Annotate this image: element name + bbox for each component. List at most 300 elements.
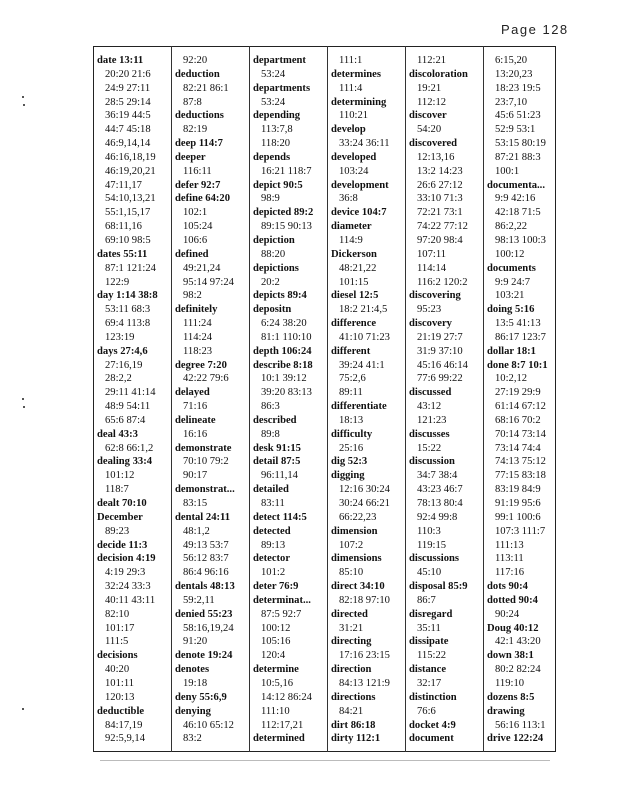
index-entry-term: diameter <box>331 221 372 233</box>
index-entry-term: dealing 33:4 <box>97 456 153 468</box>
index-entry-refs: 53:15 80:19 <box>495 138 546 150</box>
index-entry-term: directions <box>331 691 376 703</box>
index-entry-term: depict 90:5 <box>253 179 303 191</box>
index-entry-refs: 101:11 <box>105 677 135 689</box>
index-entry-refs: 119:15 <box>417 539 447 551</box>
index-entry-refs: 27:19 29:9 <box>495 387 541 399</box>
index-entry-term: determines <box>331 68 382 80</box>
index-entry-refs: 31:9 37:10 <box>417 345 463 357</box>
index-entry-refs: 39:20 83:13 <box>261 387 312 399</box>
index-entry-refs: 6:15,20 <box>495 55 528 66</box>
index-entry-refs: 84:17,19 <box>105 719 143 731</box>
index-entry-refs: 118:20 <box>261 138 291 150</box>
index-entry-term: dimension <box>331 525 378 537</box>
index-entry-refs: 120:13 <box>105 691 135 703</box>
index-entry-term: denote 19:24 <box>175 650 233 662</box>
index-entry-refs: 105:16 <box>261 636 291 648</box>
index-entry-term: defer 92:7 <box>175 179 221 191</box>
index-entry-refs: 97:20 98:4 <box>417 234 463 246</box>
index-entry-refs: 45:6 51:23 <box>495 110 541 122</box>
index-entry-refs: 91:20 <box>183 636 208 648</box>
index-entry-refs: 32:17 <box>417 677 442 689</box>
index-entry-refs: 33:24 36:11 <box>339 138 390 150</box>
index-entry-refs: 83:15 <box>183 498 208 509</box>
index-entry-refs: 111:10 <box>261 705 290 717</box>
index-entry-refs: 100:1 <box>495 165 520 177</box>
index-entry-refs: 112:21 <box>417 55 447 66</box>
index-entry-term: detail 87:5 <box>253 456 301 468</box>
index-entry-term: detailed <box>253 484 289 496</box>
index-entry-refs: 13:5 41:13 <box>495 318 541 330</box>
index-entry-term: department <box>253 55 306 66</box>
index-entry-term: dirty 112:1 <box>331 733 381 745</box>
index-entry-term: date 13:11 <box>97 55 144 66</box>
index-entry-refs: 99:1 100:6 <box>495 511 541 523</box>
index-entry-refs: 32:24 33:3 <box>105 581 151 593</box>
index-entry-refs: 113:7,8 <box>261 124 293 136</box>
index-entry-refs: 21:19 27:7 <box>417 331 463 343</box>
scan-edge-line <box>100 760 550 761</box>
column-divider <box>171 46 172 752</box>
index-entry-term: disregard <box>409 608 453 620</box>
index-entry-refs: 56:16 113:1 <box>495 719 546 731</box>
index-entry-refs: 74:13 75:12 <box>495 456 546 468</box>
index-entry-term: deduction <box>175 68 220 80</box>
index-entry-refs: 115:22 <box>417 650 447 662</box>
index-entry-refs: 95:14 97:24 <box>183 276 234 288</box>
index-entry-refs: 98:13 100:3 <box>495 234 546 246</box>
index-entry-refs: 39:24 41:1 <box>339 359 385 371</box>
index-entry-term: direct 34:10 <box>331 581 385 593</box>
index-entry-refs: 80:2 82:24 <box>495 664 541 676</box>
index-entry-refs: 98:9 <box>261 193 280 205</box>
index-entry-refs: 114:24 <box>183 331 213 343</box>
index-entry-refs: 43:12 <box>417 401 442 413</box>
index-entry-refs: 107:2 <box>339 539 364 551</box>
index-column-6 <box>487 54 548 746</box>
index-entry-refs: 33:10 71:3 <box>417 193 463 205</box>
index-entry-refs: 16:16 <box>183 428 208 440</box>
index-entry-term: depicts 89:4 <box>253 290 307 302</box>
index-entry-term: detector <box>253 553 291 565</box>
index-entry-refs: 86:4 96:16 <box>183 567 229 579</box>
index-entry-refs: 88:20 <box>261 248 286 260</box>
index-entry-refs: 117:16 <box>495 567 525 579</box>
index-entry-refs: 111:4 <box>339 82 363 94</box>
index-entry-term: define 64:20 <box>175 193 231 205</box>
index-entry-refs: 52:9 53:1 <box>495 124 536 136</box>
index-entry-term: defined <box>175 248 209 260</box>
index-entry-term: depth 106:24 <box>253 345 312 357</box>
index-entry-term: decision 4:19 <box>97 553 156 565</box>
index-entry-refs: 47:11,17 <box>105 179 142 191</box>
index-entry-refs: 49:21,24 <box>183 262 221 274</box>
index-entry-refs: 118:7 <box>105 484 129 496</box>
index-entry-refs: 40:11 43:11 <box>105 594 156 606</box>
index-entry-term: deductible <box>97 705 145 717</box>
index-entry-refs: 75:2,6 <box>339 373 366 385</box>
index-entry-refs: 73:14 74:4 <box>495 442 541 454</box>
index-entry-refs: 90:17 <box>183 470 208 482</box>
index-entry-refs: 55:1,15,17 <box>105 207 151 219</box>
index-entry-refs: 106:6 <box>183 234 208 246</box>
index-entry-term: day 1:14 38:8 <box>97 290 158 302</box>
index-entry-term: doing 5:16 <box>487 304 535 316</box>
index-entry-refs: 30:24 66:21 <box>339 498 390 509</box>
index-entry-refs: 114:9 <box>339 234 363 246</box>
index-entry-term: dollar 18:1 <box>487 345 536 357</box>
index-entry-term: dozens 8:5 <box>487 691 535 703</box>
index-entry-refs: 6:24 38:20 <box>261 318 307 330</box>
index-entry-term: delayed <box>175 387 210 399</box>
index-entry-term: depending <box>253 110 301 122</box>
index-entry-refs: 114:14 <box>417 262 447 274</box>
index-entry-refs: 41:10 71:23 <box>339 331 390 343</box>
index-entry-term: denied 55:23 <box>175 608 233 620</box>
page-number: Page 128 <box>501 22 569 37</box>
index-entry-term: dots 90:4 <box>487 581 528 593</box>
index-entry-refs: 28:2,2 <box>105 373 132 385</box>
index-entry-refs: 15:22 <box>417 442 442 454</box>
index-entry-term: down 38:1 <box>487 650 534 662</box>
index-entry-refs: 112:12 <box>417 96 447 108</box>
index-entry-refs: 74:22 77:12 <box>417 221 468 233</box>
index-entry-refs: 25:16 <box>339 442 364 454</box>
index-entry-refs: 19:18 <box>183 677 208 689</box>
index-entry-refs: 82:19 <box>183 124 208 136</box>
index-entry-refs: 44:7 45:18 <box>105 124 151 136</box>
index-entry-refs: 107:3 111:7 <box>495 525 546 537</box>
index-entry-refs: 85:10 <box>339 567 364 579</box>
index-entry-term: deeper <box>175 151 206 163</box>
index-entry-refs: 101:12 <box>105 470 135 482</box>
index-entry-refs: 113:11 <box>495 553 524 565</box>
index-entry-term: days 27:4,6 <box>97 345 148 357</box>
index-entry-refs: 31:21 <box>339 622 364 634</box>
index-entry-refs: 14:12 86:24 <box>261 691 312 703</box>
column-divider <box>249 46 250 752</box>
index-entry-term: device 104:7 <box>331 207 387 219</box>
index-entry-refs: 18:2 21:4,5 <box>339 304 388 316</box>
index-entry-refs: 102:1 <box>183 207 208 219</box>
index-entry-refs: 59:2,11 <box>183 594 215 606</box>
index-entry-term: describe 8:18 <box>253 359 313 371</box>
index-entry-term: degree 7:20 <box>175 359 227 371</box>
index-entry-term: directed <box>331 608 368 620</box>
index-entry-term: determined <box>253 733 305 745</box>
index-entry-refs: 84:13 121:9 <box>339 677 390 689</box>
index-entry-term: determinat... <box>253 594 311 606</box>
index-entry-refs: 111:1 <box>339 55 363 66</box>
index-entry-term: depends <box>253 151 291 163</box>
index-entry-term: discovering <box>409 290 461 302</box>
index-entry-refs: 36:19 44:5 <box>105 110 151 122</box>
index-entry-refs: 121:23 <box>417 414 447 426</box>
index-entry-refs: 82:18 97:10 <box>339 594 390 606</box>
index-entry-refs: 101:15 <box>339 276 369 288</box>
scan-speck <box>23 104 25 106</box>
index-entry-refs: 107:11 <box>417 248 447 260</box>
index-entry-refs: 40:20 <box>105 664 130 676</box>
index-entry-refs: 45:10 <box>417 567 442 579</box>
index-entry-term: discusses <box>409 428 450 440</box>
index-entry-refs: 48:1,2 <box>183 525 210 537</box>
index-column-1 <box>97 54 158 746</box>
index-entry-term: development <box>331 179 389 191</box>
index-entry-term: document <box>409 733 454 745</box>
index-entry-term: depicted 89:2 <box>253 207 314 219</box>
index-entry-refs: 76:6 <box>417 705 436 717</box>
index-entry-refs: 92:5,9,14 <box>105 733 146 745</box>
index-entry-term: diesel 12:5 <box>331 290 379 302</box>
index-entry-term: docket 4:9 <box>409 719 456 731</box>
index-entry-term: depositn <box>253 304 292 316</box>
index-entry-refs: 42:18 71:5 <box>495 207 541 219</box>
index-entry-refs: 78:13 80:4 <box>417 498 463 509</box>
index-entry-term: deductions <box>175 110 224 122</box>
index-entry-refs: 65:6 87:4 <box>105 414 146 426</box>
index-entry-term: drive 122:24 <box>487 733 544 745</box>
index-entry-refs: 89:11 <box>339 387 363 399</box>
index-entry-refs: 27:16,19 <box>105 359 143 371</box>
index-column-3 <box>253 54 313 746</box>
index-entry-refs: 116:11 <box>183 165 212 177</box>
index-entry-refs: 123:19 <box>105 331 135 343</box>
index-entry-term: dirt 86:18 <box>331 719 376 731</box>
index-entry-term: desk 91:15 <box>253 442 301 454</box>
index-entry-refs: 103:21 <box>495 290 525 302</box>
index-entry-refs: 100:12 <box>261 622 291 634</box>
column-divider <box>405 46 406 752</box>
index-entry-term: difference <box>331 318 377 330</box>
scan-speck <box>22 398 24 400</box>
index-entry-refs: 83:11 <box>261 498 285 509</box>
index-entry-term: discussed <box>409 387 452 399</box>
index-entry-term: decisions <box>97 650 138 662</box>
scan-speck <box>22 708 24 710</box>
index-entry-term: different <box>331 345 371 357</box>
index-entry-term: drawing <box>487 705 525 717</box>
index-entry-term: disposal 85:9 <box>409 581 468 593</box>
index-entry-refs: 53:24 <box>261 96 286 108</box>
index-entry-term: deter 76:9 <box>253 581 299 593</box>
index-entry-refs: 69:4 113:8 <box>105 318 151 330</box>
index-entry-term: dig 52:3 <box>331 456 368 468</box>
column-divider <box>483 46 484 752</box>
index-entry-refs: 81:1 110:10 <box>261 331 312 343</box>
index-entry-term: done 8:7 10:1 <box>487 359 548 371</box>
index-entry-refs: 18:13 <box>339 414 364 426</box>
index-entry-refs: 111:13 <box>495 539 524 551</box>
index-entry-term: definitely <box>175 304 218 316</box>
index-entry-refs: 23:7,10 <box>495 96 528 108</box>
index-entry-refs: 56:12 83:7 <box>183 553 229 565</box>
index-entry-refs: 62:8 66:1,2 <box>105 442 154 454</box>
index-entry-refs: 13:20,23 <box>495 68 533 80</box>
index-entry-term: depictions <box>253 262 299 274</box>
index-entry-refs: 54:10,13,21 <box>105 193 156 205</box>
index-entry-refs: 28:5 29:14 <box>105 96 151 108</box>
index-entry-refs: 12:13,16 <box>417 151 455 163</box>
index-entry-refs: 19:21 <box>417 82 442 94</box>
scan-speck <box>22 96 24 98</box>
index-entry-refs: 84:21 <box>339 705 364 717</box>
index-entry-refs: 89:8 <box>261 428 280 440</box>
index-entry-term: deep 114:7 <box>175 138 223 150</box>
index-entry-refs: 101:17 <box>105 622 135 634</box>
index-entry-term: determine <box>253 664 299 676</box>
index-entry-refs: 53:11 68:3 <box>105 304 151 316</box>
index-entry-refs: 82:21 86:1 <box>183 82 229 94</box>
index-entry-refs: 35:11 <box>417 622 441 634</box>
index-entry-term: develop <box>331 124 366 136</box>
index-entry-term: depiction <box>253 234 295 246</box>
index-entry-refs: 17:16 23:15 <box>339 650 390 662</box>
index-entry-refs: 89:13 <box>261 539 286 551</box>
index-entry-refs: 103:24 <box>339 165 369 177</box>
index-entry-refs: 86:17 123:7 <box>495 331 546 343</box>
index-entry-term: denotes <box>175 664 210 676</box>
index-entry-term: delineate <box>175 414 216 426</box>
index-entry-refs: 87:5 92:7 <box>261 608 302 620</box>
index-entry-term: dimensions <box>331 553 382 565</box>
index-entry-refs: 18:23 19:5 <box>495 82 541 94</box>
index-entry-refs: 36:8 <box>339 193 358 205</box>
index-entry-refs: 10:2,12 <box>495 373 528 385</box>
index-entry-refs: 29:11 41:14 <box>105 387 156 399</box>
index-entry-refs: 49:13 53:7 <box>183 539 229 551</box>
index-entry-term: discovery <box>409 318 452 330</box>
index-entry-term: discussions <box>409 553 460 565</box>
index-entry-refs: 110:21 <box>339 110 369 122</box>
index-entry-refs: 118:23 <box>183 345 213 357</box>
index-entry-refs: 77:15 83:18 <box>495 470 546 482</box>
index-entry-refs: 68:16 70:2 <box>495 414 541 426</box>
index-entry-refs: 70:14 73:14 <box>495 428 546 440</box>
index-entry-refs: 46:10 65:12 <box>183 719 234 731</box>
index-entry-term: discover <box>409 110 447 122</box>
index-entry-term: direction <box>331 664 372 676</box>
index-entry-refs: 87:1 121:24 <box>105 262 156 274</box>
index-entry-refs: 70:10 79:2 <box>183 456 229 468</box>
index-entry-refs: 48:9 54:11 <box>105 401 151 413</box>
index-entry-refs: 16:21 118:7 <box>261 165 312 177</box>
index-entry-term: detected <box>253 525 291 537</box>
index-entry-term: dissipate <box>409 636 449 648</box>
index-entry-refs: 98:2 <box>183 290 202 302</box>
index-entry-term: Dickerson <box>331 248 377 260</box>
index-entry-term: deny 55:6,9 <box>175 691 227 703</box>
index-entry-refs: 54:20 <box>417 124 442 136</box>
index-entry-term: determining <box>331 96 387 108</box>
index-entry-term: dealt 70:10 <box>97 498 147 509</box>
scan-speck <box>23 406 25 408</box>
index-entry-refs: 43:23 46:7 <box>417 484 463 496</box>
index-entry-refs: 9:9 24:7 <box>495 276 531 288</box>
index-entry-term: digging <box>331 470 365 482</box>
index-entry-term: denying <box>175 705 211 717</box>
index-entry-refs: 86:7 <box>417 594 436 606</box>
index-entry-term: discovered <box>409 138 458 150</box>
index-entry-refs: 86:3 <box>261 401 280 413</box>
index-entry-refs: 24:9 27:11 <box>105 82 151 94</box>
index-column-4 <box>331 54 390 746</box>
index-entry-refs: 92:4 99:8 <box>417 511 458 523</box>
index-entry-refs: 112:17,21 <box>261 719 304 731</box>
index-entry-refs: 42:1 43:20 <box>495 636 541 648</box>
index-entry-refs: 111:5 <box>105 636 129 648</box>
index-entry-refs: 86:2,22 <box>495 221 528 233</box>
index-entry-term: documenta... <box>487 179 545 191</box>
index-entry-refs: 20:20 21:6 <box>105 68 151 80</box>
index-entry-refs: 61:14 67:12 <box>495 401 546 413</box>
index-entry-refs: 87:21 88:3 <box>495 151 541 163</box>
index-entry-term: distance <box>409 664 447 676</box>
index-entry-refs: 111:24 <box>183 318 212 330</box>
index-entry-term: demonstrate <box>175 442 232 454</box>
index-entry-term: described <box>253 414 297 426</box>
index-entry-refs: 95:23 <box>417 304 442 316</box>
index-entry-refs: 100:12 <box>495 248 525 260</box>
index-entry-refs: 120:4 <box>261 650 286 662</box>
index-entry-refs: 66:22,23 <box>339 511 377 523</box>
index-entry-refs: 122:9 <box>105 276 130 288</box>
index-entry-refs: 83:19 84:9 <box>495 484 541 496</box>
index-entry-term: detect 114:5 <box>253 511 307 523</box>
index-entry-refs: 91:19 95:6 <box>495 498 541 509</box>
index-entry-term: difficulty <box>331 428 373 440</box>
index-entry-refs: 69:10 98:5 <box>105 234 151 246</box>
index-entry-refs: 101:2 <box>261 567 286 579</box>
index-entry-term: dentals 48:13 <box>175 581 235 593</box>
index-entry-refs: 46:19,20,21 <box>105 165 156 177</box>
index-entry-refs: 12:16 30:24 <box>339 484 390 496</box>
index-entry-refs: 71:16 <box>183 401 208 413</box>
index-entry-refs: 116:2 120:2 <box>417 276 468 288</box>
index-entry-refs: 89:15 90:13 <box>261 221 312 233</box>
index-entry-term: Doug 40:12 <box>487 622 539 634</box>
index-entry-refs: 105:24 <box>183 221 213 233</box>
index-entry-term: dental 24:11 <box>175 511 231 523</box>
index-entry-term: developed <box>331 151 377 163</box>
index-entry-refs: 45:16 46:14 <box>417 359 468 371</box>
index-entry-refs: 119:10 <box>495 677 525 689</box>
index-entry-refs: 46:9,14,14 <box>105 138 151 150</box>
index-column-2 <box>175 54 235 746</box>
index-entry-term: differentiate <box>331 401 387 413</box>
index-entry-refs: 10:5,16 <box>261 677 294 689</box>
index-entry-term: discoloration <box>409 68 468 80</box>
index-entry-refs: 96:11,14 <box>261 470 298 482</box>
index-entry-refs: 82:10 <box>105 608 130 620</box>
index-entry-refs: 58:16,19,24 <box>183 622 234 634</box>
index-entry-term: distinction <box>409 691 457 703</box>
index-entry-term: departments <box>253 82 311 94</box>
index-entry-term: December <box>97 511 143 523</box>
index-entry-refs: 77:6 99:22 <box>417 373 463 385</box>
index-entry-refs: 53:24 <box>261 68 286 80</box>
index-entry-refs: 13:2 14:23 <box>417 165 463 177</box>
index-entry-refs: 92:20 <box>183 55 208 66</box>
index-entry-refs: 72:21 73:1 <box>417 207 463 219</box>
index-entry-refs: 9:9 42:16 <box>495 193 536 205</box>
index-entry-refs: 10:1 39:12 <box>261 373 307 385</box>
column-divider <box>327 46 328 752</box>
index-entry-term: discussion <box>409 456 455 468</box>
index-entry-refs: 83:2 <box>183 733 202 745</box>
index-entry-refs: 68:11,16 <box>105 221 142 233</box>
index-entry-term: documents <box>487 262 536 274</box>
